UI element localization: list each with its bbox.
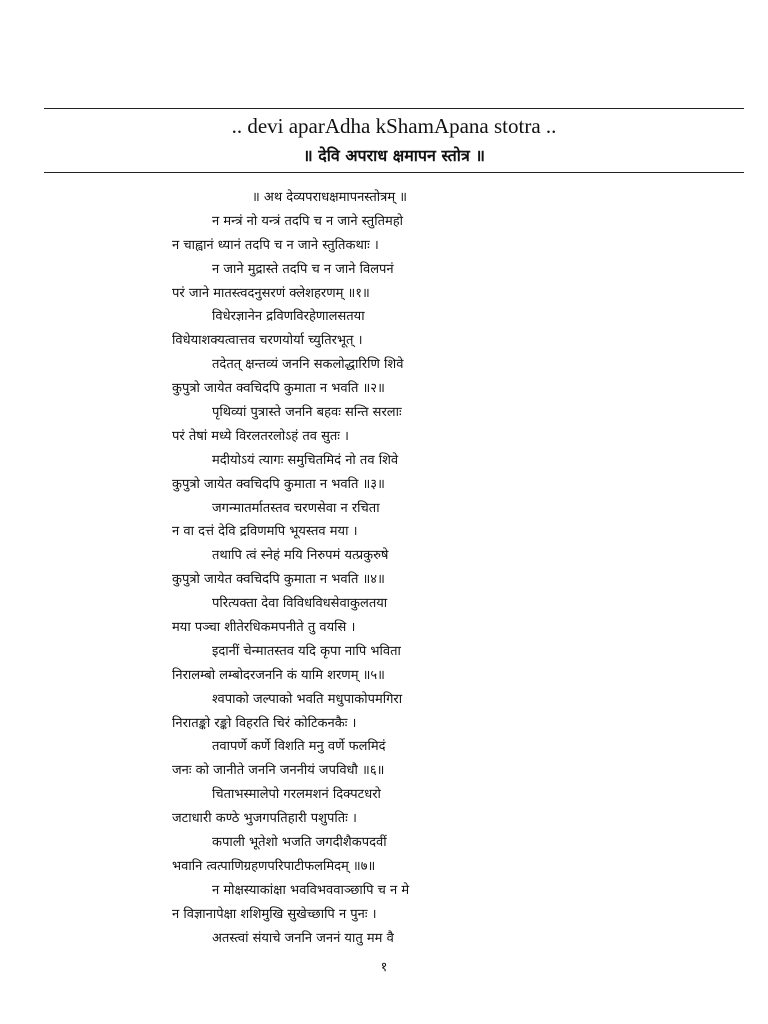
verse-line: मया पञ्चा शीतेरधिकमपनीते तु वयसि । bbox=[172, 620, 356, 636]
verse-line: निरालम्बो लम्बोदरजननि कं यामि शरणम् ॥५॥ bbox=[172, 667, 385, 683]
verse-line: तथापि त्वं स्नेहं मयि निरुपमं यत्प्रकुरुषे bbox=[212, 548, 389, 564]
page-number: १ bbox=[380, 960, 388, 975]
verse-line: इदानीं चेन्मातस्तव यदि कृपा नापि भविता bbox=[212, 643, 401, 659]
verse-line: जगन्मातर्मातस्तव चरणसेवा न रचिता bbox=[212, 500, 380, 516]
verse-line: विधेयाशक्यत्वात्तव चरणयोर्या च्युतिरभूत् । bbox=[172, 333, 363, 349]
verse-line: श्वपाको जल्पाको भवति मधुपाकोपमगिरा bbox=[212, 691, 403, 707]
verse-line: परं तेषां मध्ये विरलतरलोऽहं तव सुतः । bbox=[172, 428, 349, 444]
verse-line: कुपुत्रो जायेत क्वचिदपि कुमाता न भवति ॥४॥ bbox=[172, 572, 385, 588]
verse-line: न चाह्वानं ध्यानं तदपि च न जाने स्तुतिकथाः । bbox=[172, 237, 379, 253]
verse-line: न जाने मुद्रास्ते तदपि च न जाने विलपनं bbox=[212, 261, 394, 277]
verse-line: परं जाने मातस्त्वदनुसरणं क्लेशहरणम् ॥१॥ bbox=[172, 285, 370, 301]
verse-line: पृथिव्यां पुत्रास्ते जननि बहवः सन्ति सरलाः bbox=[212, 405, 402, 421]
verse-line: कुपुत्रो जायेत क्वचिदपि कुमाता न भवति ॥३॥ bbox=[172, 476, 385, 492]
verse-line: भवानि त्वत्पाणिग्रहणपरिपाटीफलमिदम् ॥७॥ bbox=[172, 858, 376, 874]
stotra-text bbox=[172, 186, 612, 951]
stotra-heading: ॥ अथ देव्यपराधक्षमापनस्तोत्रम् ॥ bbox=[252, 190, 408, 205]
verse-line: तदेतत् क्षन्तव्यं जननि सकलोद्धारिणि शिवे bbox=[212, 357, 404, 373]
verse-line: कुपुत्रो जायेत क्वचिदपि कुमाता न भवति ॥२॥ bbox=[172, 381, 385, 397]
document-title-devanagari: ॥ देवि अपराध क्षमापन स्तोत्र ॥ bbox=[303, 146, 485, 165]
verse-line: चिताभस्मालेपो गरलमशनं दिक्पटधरो bbox=[212, 787, 381, 803]
verse-line: परित्यक्ता देवा विविधविधसेवाकुलतया bbox=[212, 596, 388, 612]
verse-line: निरातङ्को रङ्को विहरति चिरं कोटिकनकैः । bbox=[172, 715, 357, 731]
document-title-transliteration: .. devi aparAdha kShamApana stotra .. bbox=[231, 114, 557, 138]
verse-line: विधेरज्ञानेन द्रविणविरहेणालसतया bbox=[212, 309, 365, 325]
top-rule bbox=[44, 108, 744, 109]
verse-line: तवापर्णे कर्णे विशति मनु वर्णे फलमिदं bbox=[212, 739, 386, 755]
verse-line: न वा दत्तं देवि द्रविणमपि भूयस्तव मया । bbox=[172, 524, 358, 540]
verse-line: कपाली भूतेशो भजति जगदीशैकपदवीं bbox=[212, 835, 387, 851]
bottom-rule bbox=[44, 172, 744, 173]
verse-line: जटाधारी कण्ठे भुजगपतिहारी पशुपतिः । bbox=[172, 811, 357, 827]
verse-line: न मन्त्रं नो यन्त्रं तदपि च न जाने स्तुतिमहो bbox=[212, 213, 404, 229]
verse-line: मदीयोऽयं त्यागः समुचितमिदं नो तव शिवे bbox=[212, 452, 399, 468]
verse-line: न मोक्षस्याकांक्षा भवविभववाञ्छापि च न मे bbox=[212, 882, 410, 898]
verse-line: जनः को जानीते जननि जननीयं जपविधौ ॥६॥ bbox=[172, 763, 385, 779]
verse-line: न विज्ञानापेक्षा शशिमुखि सुखेच्छापि न पुनः । bbox=[172, 906, 377, 922]
verse-line: अतस्त्वां संयाचे जननि जननं यातु मम वै bbox=[212, 930, 394, 946]
